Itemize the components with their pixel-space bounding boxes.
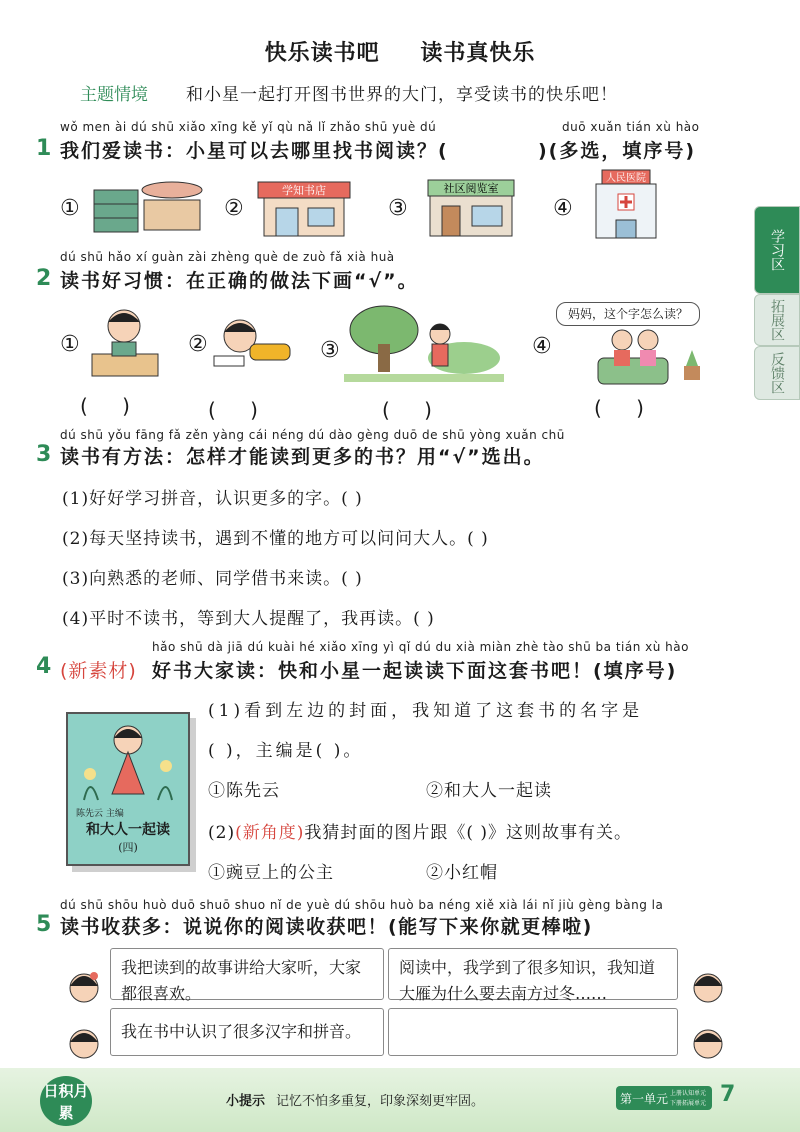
tip-label: 小提示: [226, 1094, 266, 1109]
q5-pinyin: dú shū shōu huò duō shuō shuo nǐ de yuè dú shōu huò ba néng xiě xià lái nǐ jiù gèng bàng la: [60, 898, 664, 912]
q2-pinyin: dú shū hǎo xí guàn zài zhèng què de zuò fǎ xià huà: [60, 250, 395, 264]
q2-picture-1-mark: ①: [60, 332, 80, 357]
book-cover: [66, 712, 190, 866]
q1-option-4-mark: ④: [553, 196, 573, 221]
girl-avatar-icon: [64, 966, 104, 1006]
q1-number: 1: [36, 136, 52, 161]
q4-pinyin: hǎo shū dà jiā dú kuài hé xiǎo xīng yì qǐ dú du xià miàn zhè tào shū ba tián xù hào: [152, 640, 689, 654]
q4-option-2b: ②小红帽: [426, 863, 498, 883]
child-reading-at-desk-illustration: [86, 304, 162, 382]
page-title: [0, 36, 800, 67]
mother-and-child-reading-illustration: [592, 326, 712, 386]
hospital-illustration: [580, 164, 670, 240]
q3-item-3: (3)向熟悉的老师、同学借书来读。( ): [62, 569, 363, 589]
harvest-box-1[interactable]: 我把读到的故事讲给大家听，大家都很喜欢。: [110, 948, 384, 1000]
svg-text:社区阅览室: 社区阅览室: [443, 182, 499, 195]
q2-picture-4-mark: ④: [532, 334, 552, 359]
harvest-box-4[interactable]: [388, 1008, 678, 1056]
q2-text: 读书好习惯：在正确的做法下画“√”。: [60, 270, 419, 292]
book-cover-editor: 陈先云 主编: [76, 809, 124, 819]
q4-sub2-prefix: (2): [208, 823, 236, 843]
q1-pinyin-2: duō xuǎn tián xù hào: [562, 120, 700, 134]
side-tab-feedback[interactable]: 反馈区: [754, 346, 800, 400]
book-cover-volume: (四): [118, 841, 138, 854]
book-cover-title: 和大人一起读: [86, 822, 170, 838]
library-illustration: [88, 178, 208, 238]
boy-avatar-icon-right: [688, 1022, 728, 1062]
q4-option-1b: ②和大人一起读: [426, 781, 552, 801]
q4-option-1a: ①陈先云: [208, 781, 280, 801]
q5-text: 读书收获多：说说你的阅读收获吧！(能写下来你就更棒啦): [60, 916, 593, 938]
girl-avatar-icon-right: [688, 966, 728, 1006]
unit-label: 第一单元: [620, 1092, 669, 1106]
q2-answer-4[interactable]: ( ): [594, 396, 658, 420]
side-tab-expand[interactable]: 拓展区: [754, 294, 800, 346]
svg-text:人民医院: 人民医院: [606, 173, 646, 184]
q1-option-2-mark: ②: [224, 196, 244, 221]
community-reading-room-illustration: [420, 176, 520, 238]
q1-text-end: )(多选，填序号): [538, 140, 697, 162]
theme-label: 主题情境: [80, 85, 148, 105]
q3-item-1: (1)好好学习拼音，认识更多的字。( ): [62, 489, 363, 509]
q3-number: 3: [36, 442, 52, 467]
unit-small-1: 上册认知单元: [670, 1090, 707, 1097]
q2-picture-3-mark: ③: [320, 338, 340, 363]
q4-new-angle-tag: (新角度): [235, 823, 305, 843]
q3-item-2: (2)每天坚持读书，遇到不懂的地方可以问问大人。( ): [62, 529, 489, 549]
q4-option-2a: ①豌豆上的公主: [208, 863, 334, 883]
q3-pinyin: dú shū yǒu fāng fǎ zěn yàng cái néng dú dào gèng duō de shū yòng xuǎn chū: [60, 428, 565, 442]
harvest-box-2[interactable]: 阅读中，我学到了很多知识，我知道大雁为什么要去南方过冬……: [388, 948, 678, 1000]
q2-answer-2[interactable]: ( ): [208, 398, 272, 422]
side-tab-study[interactable]: 学习区: [754, 206, 800, 294]
q2-answer-3[interactable]: ( ): [382, 398, 446, 422]
q1-text: 我们爱读书：小星可以去哪里找书阅读？(: [60, 140, 449, 162]
child-reading-walking-outdoors-illustration: [344, 300, 504, 384]
bookstore-illustration: [254, 178, 354, 238]
q4-sub2-text: 我猜封面的图片跟《( )》这则故事有关。: [304, 823, 633, 843]
q1-pinyin: wǒ men ài dú shū xiǎo xīng kě yǐ qù nǎ lǐ zhǎo shū yuè dú: [60, 120, 437, 134]
speech-bubble: 妈妈，这个字怎么读？: [556, 302, 700, 326]
q4-sub1-line2: ( )，主编是( )。: [208, 741, 364, 761]
q2-number: 2: [36, 266, 52, 291]
q2-answer-1[interactable]: ( ): [80, 394, 144, 418]
unit-badge: [616, 1086, 712, 1110]
q3-text: 读书有方法：怎样才能读到更多的书？用“√”选出。: [60, 446, 545, 468]
q1-option-3-mark: ③: [388, 196, 408, 221]
child-reading-lying-illustration: [206, 310, 296, 374]
harvest-box-3[interactable]: 我在书中认识了很多汉字和拼音。: [110, 1008, 384, 1056]
q3-item-4: (4)平时不读书，等到大人提醒了，我再读。( ): [62, 609, 435, 629]
q4-number: 4: [36, 654, 52, 679]
title-right: 读书真快乐: [420, 41, 536, 66]
boy-avatar-icon: [64, 1022, 104, 1062]
page-number: 7: [720, 1082, 736, 1107]
daily-accumulation-logo: 日积月累: [40, 1076, 92, 1126]
q1-option-1-mark: ①: [60, 196, 80, 221]
q2-picture-2-mark: ②: [188, 332, 208, 357]
tip-text: 记忆不怕多重复，印象深刻更牢固。: [276, 1094, 485, 1109]
unit-small-2: 下册拓展单元: [670, 1100, 707, 1107]
q5-number: 5: [36, 912, 52, 937]
theme-text: 和小星一起打开图书世界的大门，享受读书的快乐吧！: [186, 85, 618, 105]
q4-sub2: [208, 818, 632, 843]
book-cover-illustration: [68, 714, 188, 806]
q4-text: 好书大家读：快和小星一起读读下面这套书吧！(填序号): [152, 660, 678, 682]
q4-new-material-tag: (新素材): [60, 660, 137, 682]
svg-text:学知书店: 学知书店: [282, 184, 326, 197]
q4-sub1-line1: (1)看到左边的封面，我知道了这套书的名字是: [208, 701, 644, 721]
title-left: 快乐读书吧: [264, 41, 380, 66]
